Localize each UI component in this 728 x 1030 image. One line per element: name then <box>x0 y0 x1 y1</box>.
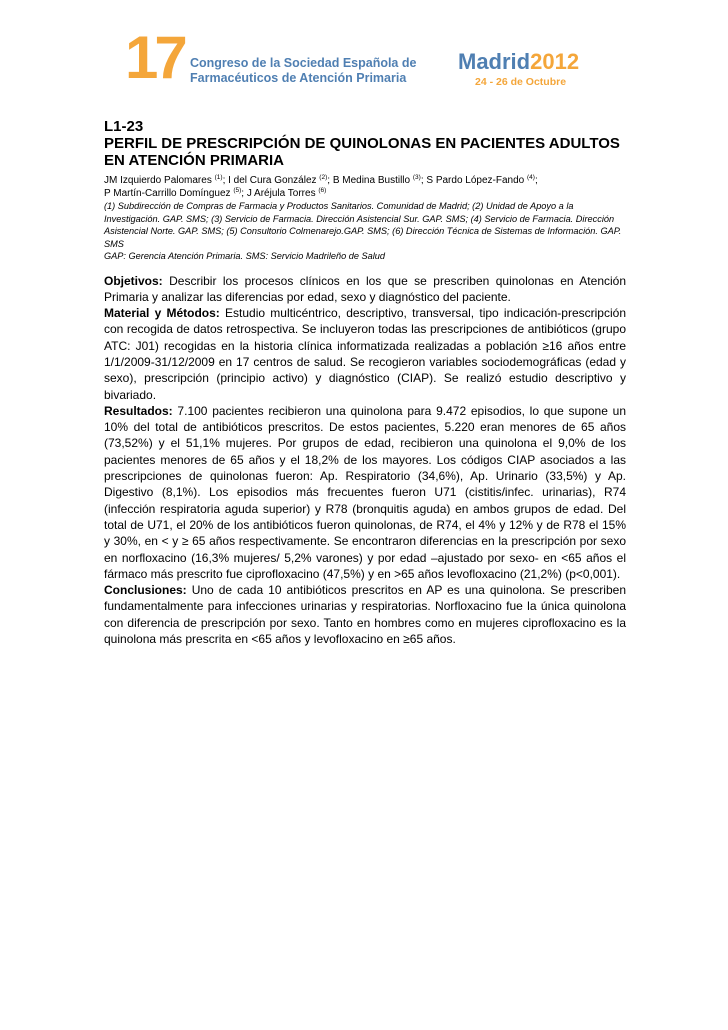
abstract-document <box>104 118 626 647</box>
author-name: I del Cura González <box>228 175 317 186</box>
section-text: Estudio multicéntrico, descriptivo, transversal, tipo indicación-prescripción con recogida de datos retrospectiva. Se incluyeron todas las prescripciones de antibióticos (grupo ATC: J01) recogidas en la historia clínica informatizada realizadas a población ≥16 años entre 1/1/2009-31/12/2009 en 17 centros de salud. Se recogieron variables sociodemográficas (edad y sexo), prescripción (principio activo) y diagnóstico (CIAP). Se realizó estudio descriptivo y bivariado. <box>104 306 626 402</box>
congress-name <box>190 56 416 86</box>
author-separator: ; <box>241 188 247 199</box>
event-year: 2012 <box>530 49 580 74</box>
event-dates: 24 - 26 de Octubre <box>475 76 567 88</box>
section-results <box>104 403 626 582</box>
author-separator: ; <box>327 175 333 186</box>
author-separator: ; <box>222 175 229 186</box>
abstract-code: L1-23 <box>104 118 144 135</box>
section-methods <box>104 305 626 403</box>
abstract-title-line1: PERFIL DE PRESCRIPCIÓN DE QUINOLONAS EN PACIENTES ADULTOS <box>104 135 620 152</box>
section-label: Conclusiones: <box>104 583 187 598</box>
congress-name-line1: Congreso de la Sociedad Española de <box>190 56 417 70</box>
affiliations <box>104 200 626 263</box>
section-text: 7.100 pacientes recibieron una quinolona para 9.472 episodios, lo que supone un 10% del total de antibióticos prescritos. De estos pacientes, 5.220 eran menores de 65 años (73,52%) y el 51,1% mujeres. Por grupos de edad, recibieron una quinolona el 9,0% de los pacientes menores de 65 años y el 18,2% de los mayores. Los códigos CIAP asociados a las prescripciones de quinolonas fueron: Ap. Respiratorio (34,6%), Ap. Urinario (33,5%) y Ap. Digestivo (8,1%). Los episodios más frecuentes fueron U71 (cistitis/infec. urinarias), R74 (infección respiratoria aguda superior) y R78 (bronquitis aguda) en ambos grupos de edad. Del total de U71, el 20% de los antibióticos fueron quinolonas, de R74, el 4% y 12% y de R78 el 15% y 30%, en < y ≥ 65 años respectivamente. Se encontraron diferencias en la prescripción por sexo en norfloxacino (16,3% mujeres/ 5,2% varones) y por edad –ajustado por sexo- en <65 años el fármaco más prescrito fue ciprofloxacino (47,5%) y en >65 años levofloxacino (21,2%) (p<0,001). <box>104 403 626 581</box>
author-affiliation-ref: (4) <box>527 174 535 181</box>
author-name: P Martín-Carrillo Domínguez <box>104 188 231 199</box>
author-list <box>104 174 626 200</box>
congress-name-line2: Farmacéuticos de Atención Primaria <box>190 71 407 85</box>
abstract-title-line2: EN ATENCIÓN PRIMARIA <box>104 152 284 169</box>
section-text: Describir los procesos clínicos en los que se prescriben quinolonas en Atención Primaria y analizar las diferencias por edad, sexo y diagnóstico del paciente. <box>104 273 626 304</box>
event-location <box>458 50 579 74</box>
author-name: J Aréjula Torres <box>246 188 316 199</box>
event-city: Madrid <box>458 49 531 74</box>
author-separator: ; <box>534 175 538 186</box>
author-name: S Pardo López-Fando <box>426 175 525 186</box>
author-affiliation-ref: (3) <box>412 174 421 181</box>
author-affiliation-ref: (5) <box>233 187 242 194</box>
author-affiliation-ref: (6) <box>318 187 327 194</box>
author-name: B Medina Bustillo <box>332 175 411 186</box>
congress-header <box>0 0 728 110</box>
section-label: Material y Métodos: <box>104 306 220 321</box>
author-affiliation-ref: (2) <box>319 174 328 181</box>
section-text: Uno de cada 10 antibióticos prescritos en AP es una quinolona. Se prescriben fundamentalmente para infecciones urinarias y respiratorias. Norfloxacino fue la única quinolona con diferencia de prescripción por sexo. Tanto en hombres como en mujeres ciprofloxacino es la quinolona más prescrita en <65 años y levofloxacino en ≥65 años. <box>104 583 626 647</box>
section-label: Resultados: <box>104 403 173 418</box>
author-affiliation-ref: (1) <box>214 174 223 181</box>
section-label: Objetivos: <box>104 273 163 288</box>
author-separator: ; <box>420 175 427 186</box>
affiliations-text: (1) Subdirección de Compras de Farmacia y Productos Sanitarios. Comunidad de Madrid; (2) Unidad de Apoyo a la Investigación. GAP. SMS; (3) Servicio de Farmacia. Dirección Asistencial Sur. GAP. SMS; (4) Servicio de Farmacia. Dirección Asistencial Norte. GAP. SMS; (5) Consultorio Colmenarejo.GAP. SMS; (6) Dirección Técnica de Sistemas de Información. GAP. SMS <box>104 201 622 249</box>
abstract-body <box>104 273 626 648</box>
congress-logo-number: 17 <box>125 24 184 91</box>
author-name: JM Izquierdo Palomares <box>104 175 212 186</box>
section-objectives <box>104 273 626 306</box>
section-conclusions <box>104 582 626 647</box>
abstract-title <box>104 135 626 169</box>
abbreviations-text: GAP: Gerencia Atención Primaria. SMS: Servicio Madrileño de Salud <box>104 251 386 261</box>
